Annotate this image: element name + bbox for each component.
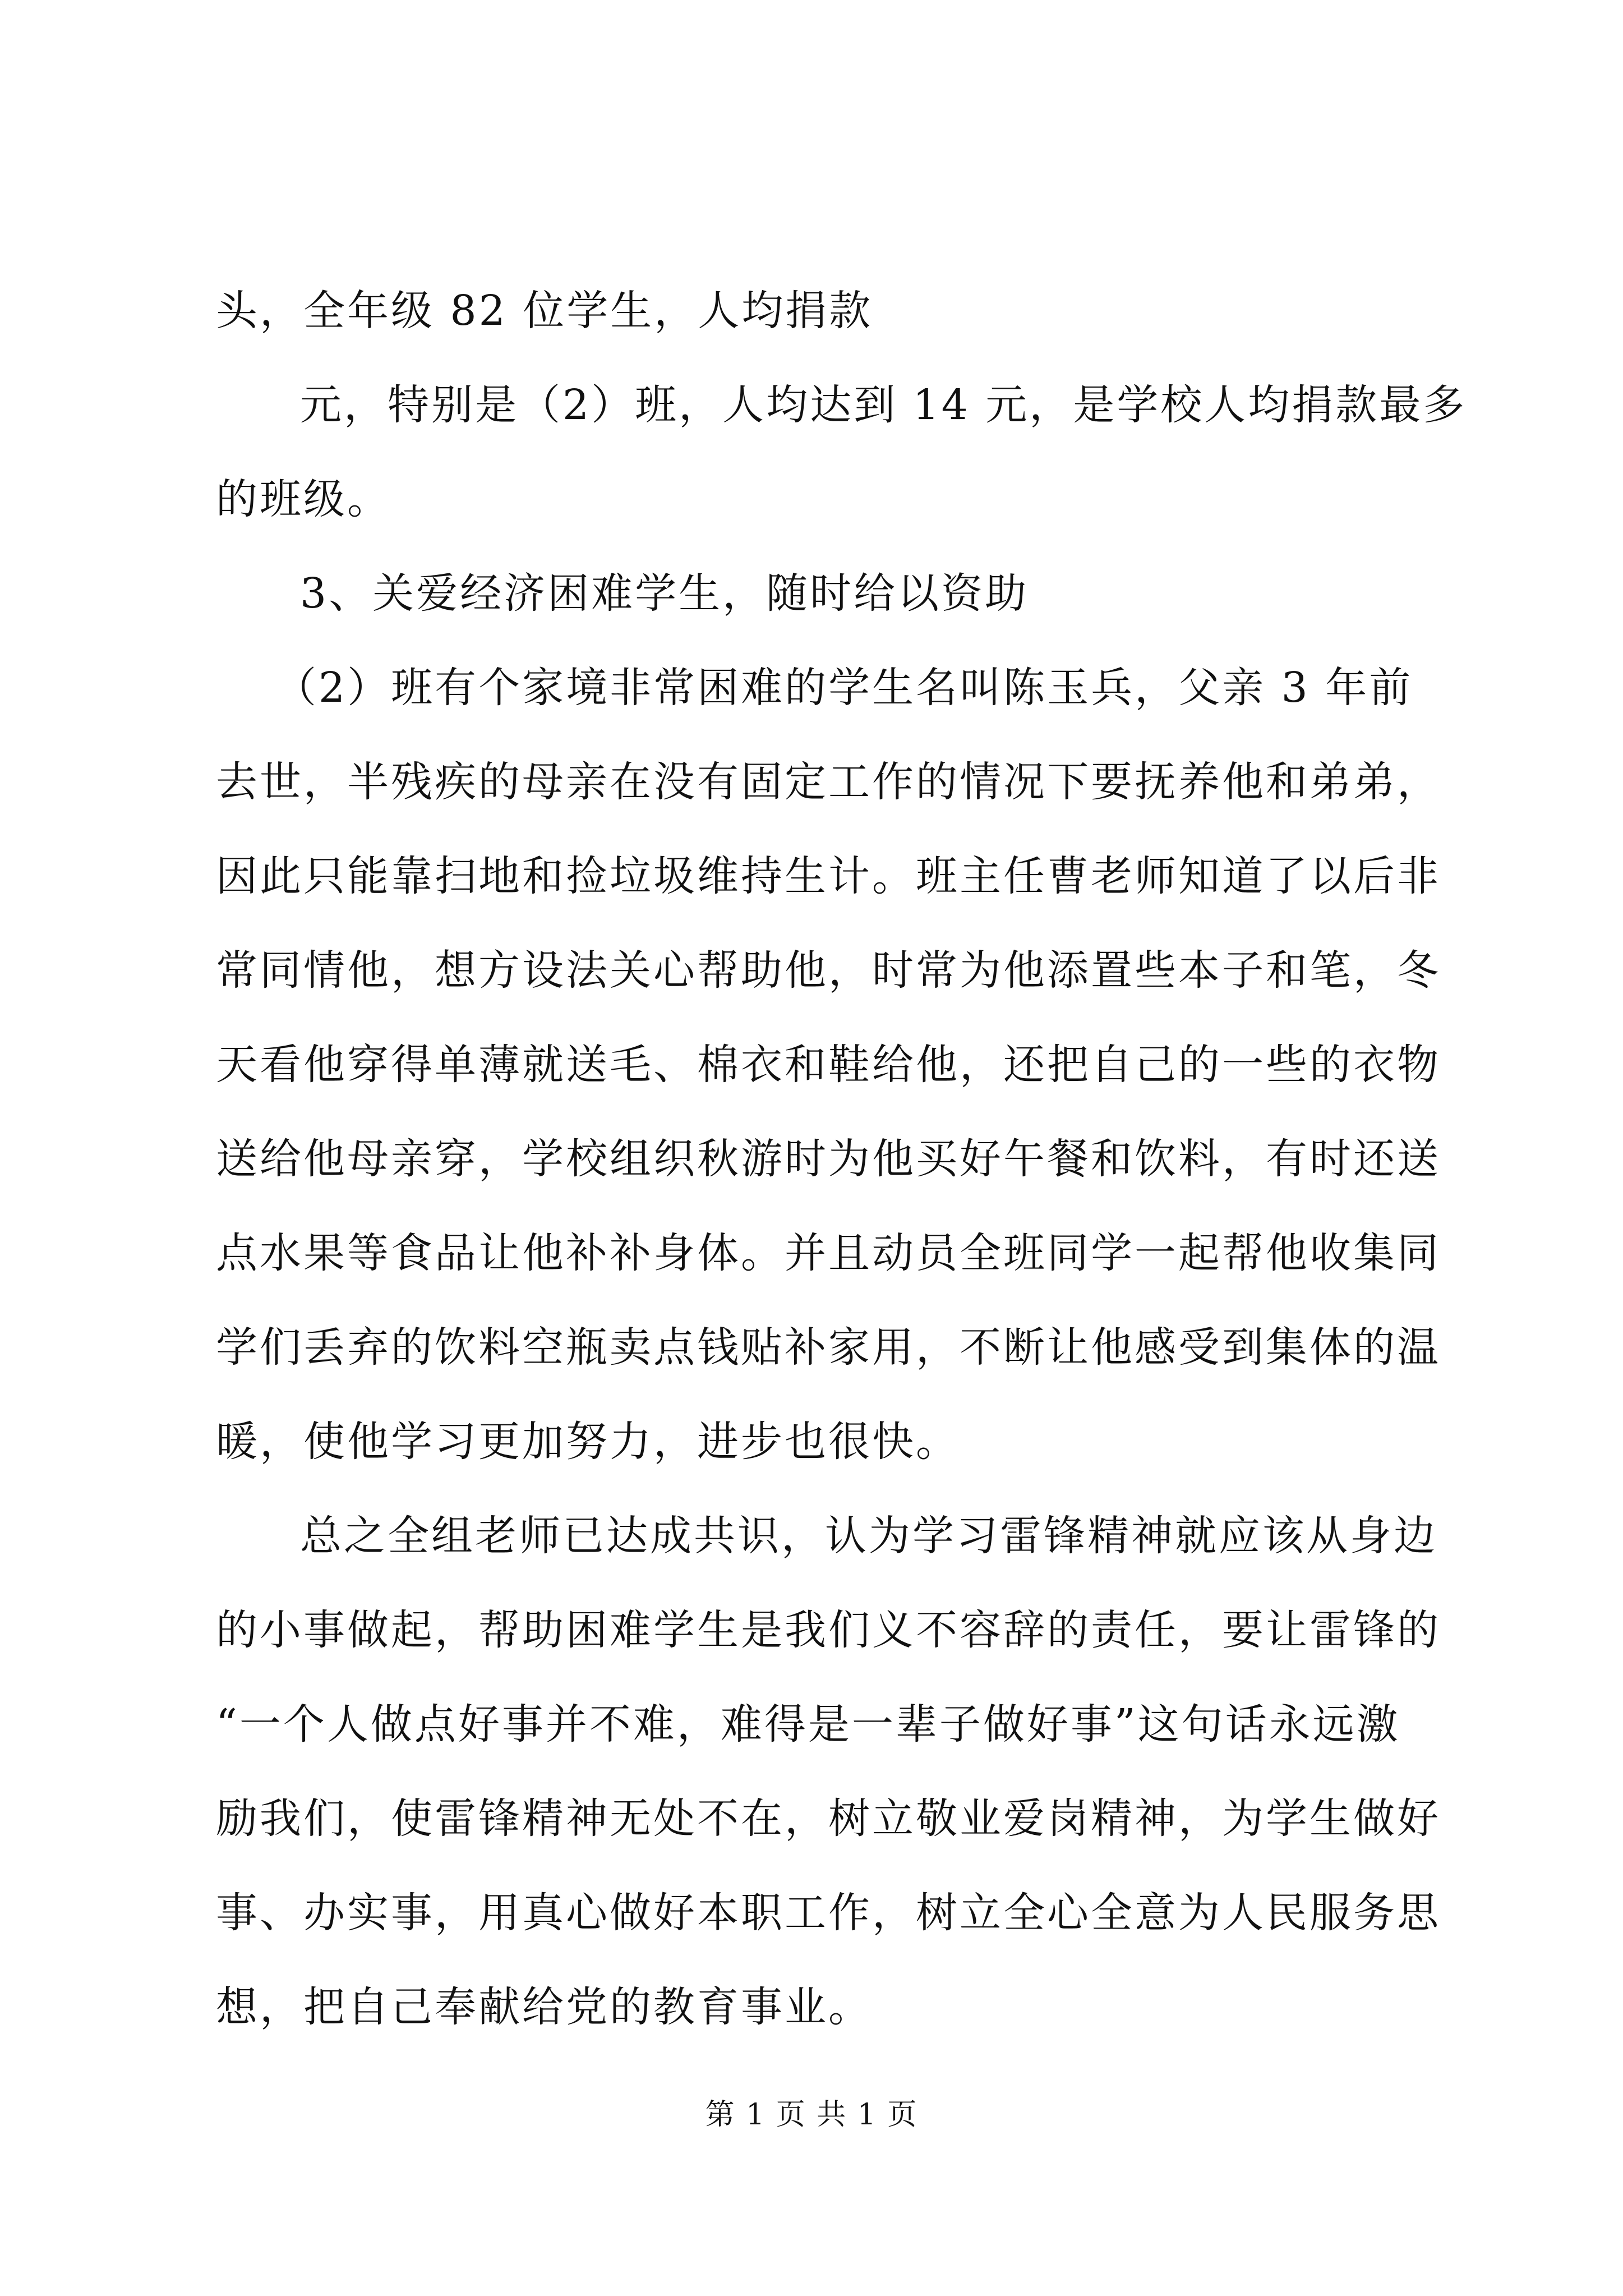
text-line: 的班级。 bbox=[216, 475, 391, 523]
text-line: 励我们，使雷锋精神无处不在，树立敬业爱岗精神，为学生做好 bbox=[216, 1795, 1441, 1843]
text-line: 天看他穿得单薄就送毛、棉衣和鞋给他，还把自己的一些的衣物 bbox=[216, 1041, 1441, 1089]
text-line: 常同情他，想方设法关心帮助他，时常为他添置些本子和笔，冬 bbox=[216, 946, 1441, 995]
text-line: 点水果等食品让他补补身体。并且动员全班同学一起帮他收集同 bbox=[216, 1229, 1441, 1277]
section-heading: 3、关爱经济困难学生，随时给以资助 bbox=[300, 569, 1029, 618]
text-line: 学们丢弃的饮料空瓶卖点钱贴补家用，不断让他感受到集体的温 bbox=[216, 1323, 1441, 1372]
text-line: 暖，使他学习更加努力，进步也很快。 bbox=[216, 1418, 960, 1466]
document-body bbox=[216, 264, 1467, 2054]
text-line: 想，把自己奉献给党的教育事业。 bbox=[216, 1983, 872, 2031]
text-line: 因此只能靠扫地和捡垃圾维持生计。班主任曹老师知道了以后非 bbox=[216, 852, 1441, 900]
text-line: 去世，半残疾的母亲在没有固定工作的情况下要抚养他和弟弟， bbox=[216, 758, 1441, 806]
text-line: 元，特别是（2）班，人均达到 14 元，是学校人均捐款最多 bbox=[300, 381, 1467, 429]
text-line: 事、办实事，用真心做好本职工作，树立全心全意为人民服务思 bbox=[216, 1889, 1441, 1937]
text-line: （2）班有个家境非常困难的学生名叫陈玉兵，父亲 3 年前 bbox=[275, 664, 1413, 712]
text-line: 送给他母亲穿，学校组织秋游时为他买好午餐和饮料，有时还送 bbox=[216, 1135, 1441, 1183]
text-line: 头，全年级 82 位学生，人均捐款 bbox=[216, 287, 873, 335]
text-line: “一个人做点好事并不难，难得是一辈子做好事”这句话永远激 bbox=[216, 1700, 1400, 1749]
page-footer: 第 1 页 共 1 页 bbox=[705, 2098, 918, 2132]
text-line: 总之全组老师已达成共识，认为学习雷锋精神就应该从身边 bbox=[300, 1512, 1437, 1560]
text-line: 的小事做起，帮助困难学生是我们义不容辞的责任，要让雷锋的 bbox=[216, 1606, 1441, 1654]
